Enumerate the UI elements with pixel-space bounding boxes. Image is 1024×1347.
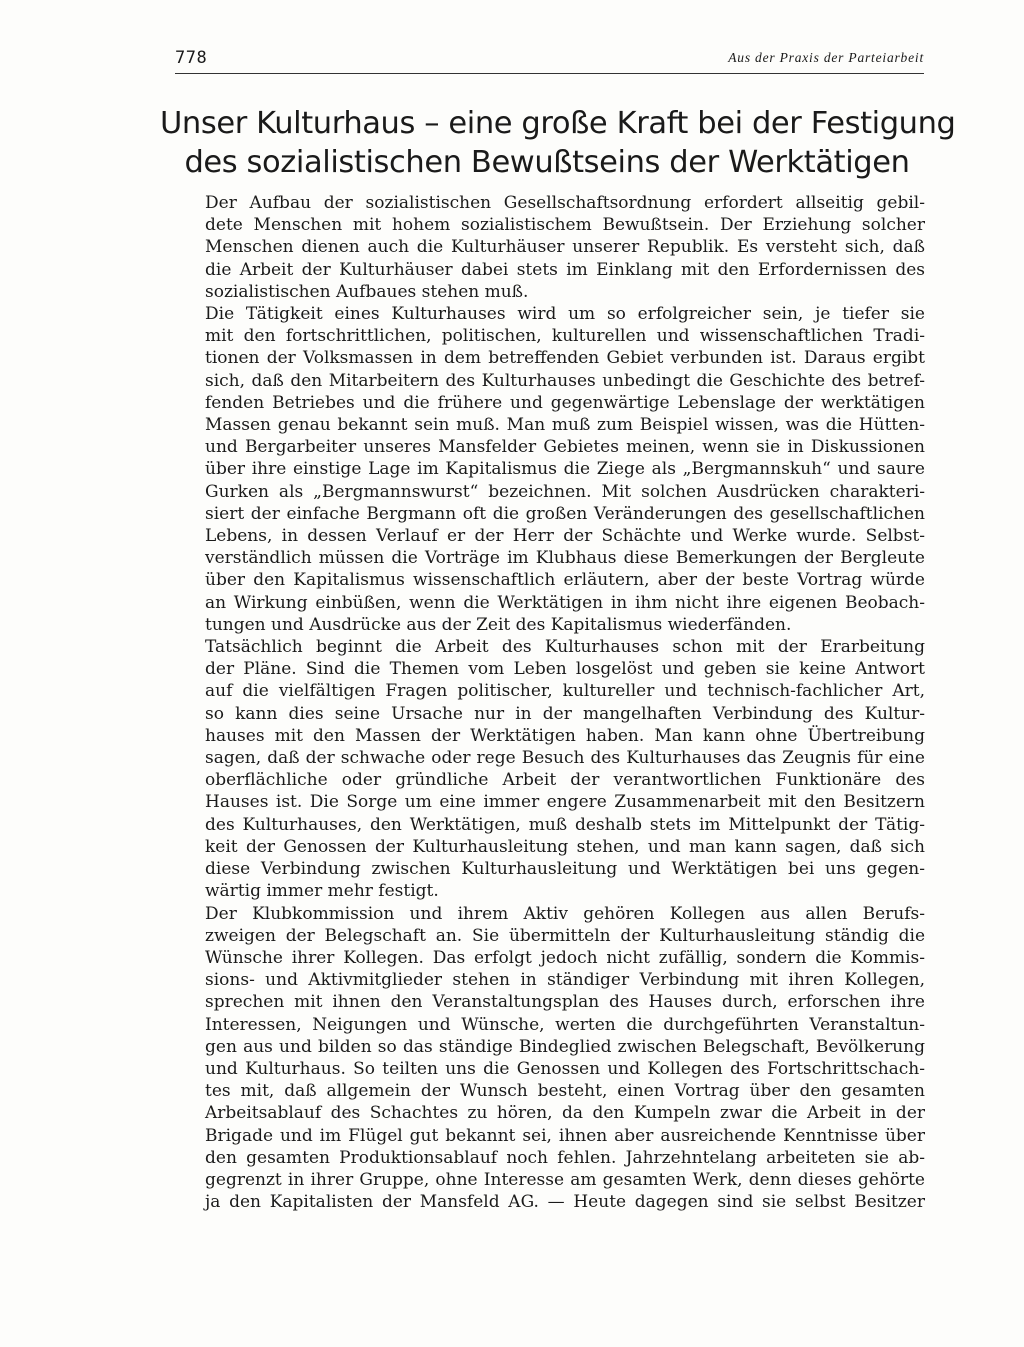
paragraph bbox=[175, 192, 925, 303]
text-line: und Kulturhaus. So teilten uns die Genossen und Kollegen des Fortschrittschach- bbox=[205, 1058, 925, 1079]
text-line: dete Menschen mit hohem sozialistischem Bewußtsein. Der Erziehung solcher bbox=[205, 215, 925, 236]
text-line: tungen und Ausdrücke aus der Zeit des Kapitalismus wiederfänden. bbox=[205, 614, 792, 635]
article-body bbox=[175, 192, 925, 1213]
text-line: zweigen der Belegschaft an. Sie übermitteln der Kulturhausleitung ständig die bbox=[205, 925, 925, 946]
text-line: Gurken als „Bergmannswurst“ bezeichnen. Mit solchen Ausdrücken charakteri- bbox=[205, 481, 925, 502]
article-title-line-2: des sozialistischen Bewußtseins der Werktätigen bbox=[184, 145, 910, 180]
text-line: wärtig immer mehr festigt. bbox=[205, 881, 439, 902]
text-line: Die Tätigkeit eines Kulturhauses wird um so erfolgreicher sein, je tiefer sie bbox=[205, 304, 925, 325]
page-number: 778 bbox=[175, 48, 208, 68]
text-line: Lebens, in dessen Verlauf er der Herr der Schächte und Werke wurde. Selbst- bbox=[205, 526, 925, 547]
text-line: der Pläne. Sind die Themen vom Leben losgelöst und geben sie keine Antwort bbox=[205, 659, 925, 680]
text-line: Der Aufbau der sozialistischen Gesellschaftsordnung erfordert allseitig gebil- bbox=[205, 193, 925, 213]
text-line: tionen der Volksmassen in dem betreffenden Gebiet verbunden ist. Daraus ergibt bbox=[205, 348, 925, 369]
text-line: hauses mit den Massen der Werktätigen haben. Man kann ohne Übertreibung bbox=[205, 725, 925, 746]
text-line: über ihre einstige Lage im Kapitalismus die Ziege als „Bergmannskuh“ und saure bbox=[205, 459, 925, 480]
text-line: und Bergarbeiter unseres Mansfelder Gebietes meinen, wenn sie in Diskussionen bbox=[205, 437, 925, 458]
text-line: keit der Genossen der Kulturhausleitung stehen, und man kann sagen, daß sich bbox=[205, 836, 925, 857]
text-line: sich, daß den Mitarbeitern des Kulturhauses unbedingt die Geschichte des betref- bbox=[205, 370, 925, 391]
text-line: Massen genau bekannt sein muß. Man muß zum Beispiel wissen, was die Hütten- bbox=[205, 415, 925, 436]
text-line: sagen, daß der schwache oder rege Besuch des Kulturhauses das Zeugnis für eine bbox=[205, 748, 925, 769]
text-line: auf die vielfältigen Fragen politischer, kultureller und technisch-fachlicher Art, bbox=[205, 681, 925, 702]
text-line: siert der einfache Bergmann oft die großen Veränderungen des gesellschaftlichen bbox=[205, 503, 925, 524]
text-line: den gesamten Produktionsablauf noch fehlen. Jahrzehntelang arbeiteten sie ab- bbox=[205, 1147, 925, 1168]
paragraph bbox=[175, 903, 925, 1214]
page-header bbox=[175, 48, 924, 74]
text-line: so kann dies seine Ursache nur in der mangelhaften Verbindung des Kultur- bbox=[205, 703, 925, 724]
article-title bbox=[160, 104, 956, 182]
text-line: sions- und Aktivmitglieder stehen in ständiger Verbindung mit ihren Kollegen, bbox=[205, 970, 925, 991]
text-line: mit den fortschrittlichen, politischen, kulturellen und wissenschaftlichen Tradi- bbox=[205, 326, 925, 347]
running-head: Aus der Praxis der Parteiarbeit bbox=[728, 50, 924, 65]
text-line: Arbeitsablauf des Schachtes zu hören, da den Kumpeln zwar die Arbeit in der bbox=[205, 1103, 925, 1124]
text-line: oberflächliche oder gründliche Arbeit der verantwortlichen Funktionäre des bbox=[205, 770, 925, 791]
text-line: Wünsche ihrer Kollegen. Das erfolgt jedoch nicht zufällig, sondern die Kommis- bbox=[205, 947, 925, 968]
text-line: diese Verbindung zwischen Kulturhausleitung und Werktätigen bei uns gegen- bbox=[205, 859, 925, 880]
text-line: gegrenzt in ihrer Gruppe, ohne Interesse am gesamten Werk, denn dieses gehörte bbox=[205, 1169, 925, 1190]
text-line: Brigade und im Flügel gut bekannt sei, ihnen aber ausreichende Kenntnisse über bbox=[205, 1125, 925, 1146]
text-line: des Kulturhauses, den Werktätigen, muß deshalb stets im Mittelpunkt der Tätig- bbox=[205, 814, 925, 835]
paragraph bbox=[175, 303, 925, 636]
paragraph bbox=[175, 636, 925, 902]
text-line: über den Kapitalismus wissenschaftlich erläutern, aber der beste Vortrag würde bbox=[205, 570, 925, 591]
text-line: verständlich müssen die Vorträge im Klubhaus diese Bemerkungen der Bergleute bbox=[205, 548, 925, 569]
text-line: Tatsächlich beginnt die Arbeit des Kulturhauses schon mit der Erarbeitung bbox=[205, 637, 925, 658]
text-line: sprechen mit ihnen den Veranstaltungsplan des Hauses durch, erforschen ihre bbox=[205, 992, 925, 1013]
text-line: Interessen, Neigungen und Wünsche, werten die durchgeführten Veranstaltun- bbox=[205, 1014, 925, 1035]
text-line: tes mit, daß allgemein der Wunsch besteht, einen Vortrag über den gesamten bbox=[205, 1081, 925, 1102]
article-title-line-1: Unser Kulturhaus – eine große Kraft bei der Festigung bbox=[160, 106, 956, 141]
text-line: an Wirkung einbüßen, wenn die Werktätigen in ihm nicht ihre eigenen Beobach- bbox=[205, 592, 925, 613]
text-line: Der Klubkommission und ihrem Aktiv gehören Kollegen aus allen Berufs- bbox=[205, 903, 925, 924]
header-rule bbox=[175, 73, 924, 74]
text-line: sozialistischen Aufbaues stehen muß. bbox=[205, 281, 529, 302]
text-line: fenden Betriebes und die frühere und gegenwärtige Lebenslage der werktätigen bbox=[205, 392, 925, 413]
text-line: gen aus und bilden so das ständige Bindeglied zwischen Belegschaft, Bevölkerung bbox=[205, 1036, 925, 1057]
text-line: Hauses ist. Die Sorge um eine immer engere Zusammenarbeit mit den Besitzern bbox=[205, 792, 925, 813]
text-line: ja den Kapitalisten der Mansfeld AG. — Heute dagegen sind sie selbst Besitzer bbox=[205, 1192, 925, 1213]
text-line: Menschen dienen auch die Kulturhäuser unserer Republik. Es versteht sich, daß bbox=[205, 237, 925, 258]
text-line: die Arbeit der Kulturhäuser dabei stets im Einklang mit den Erfordernissen des bbox=[205, 259, 925, 280]
